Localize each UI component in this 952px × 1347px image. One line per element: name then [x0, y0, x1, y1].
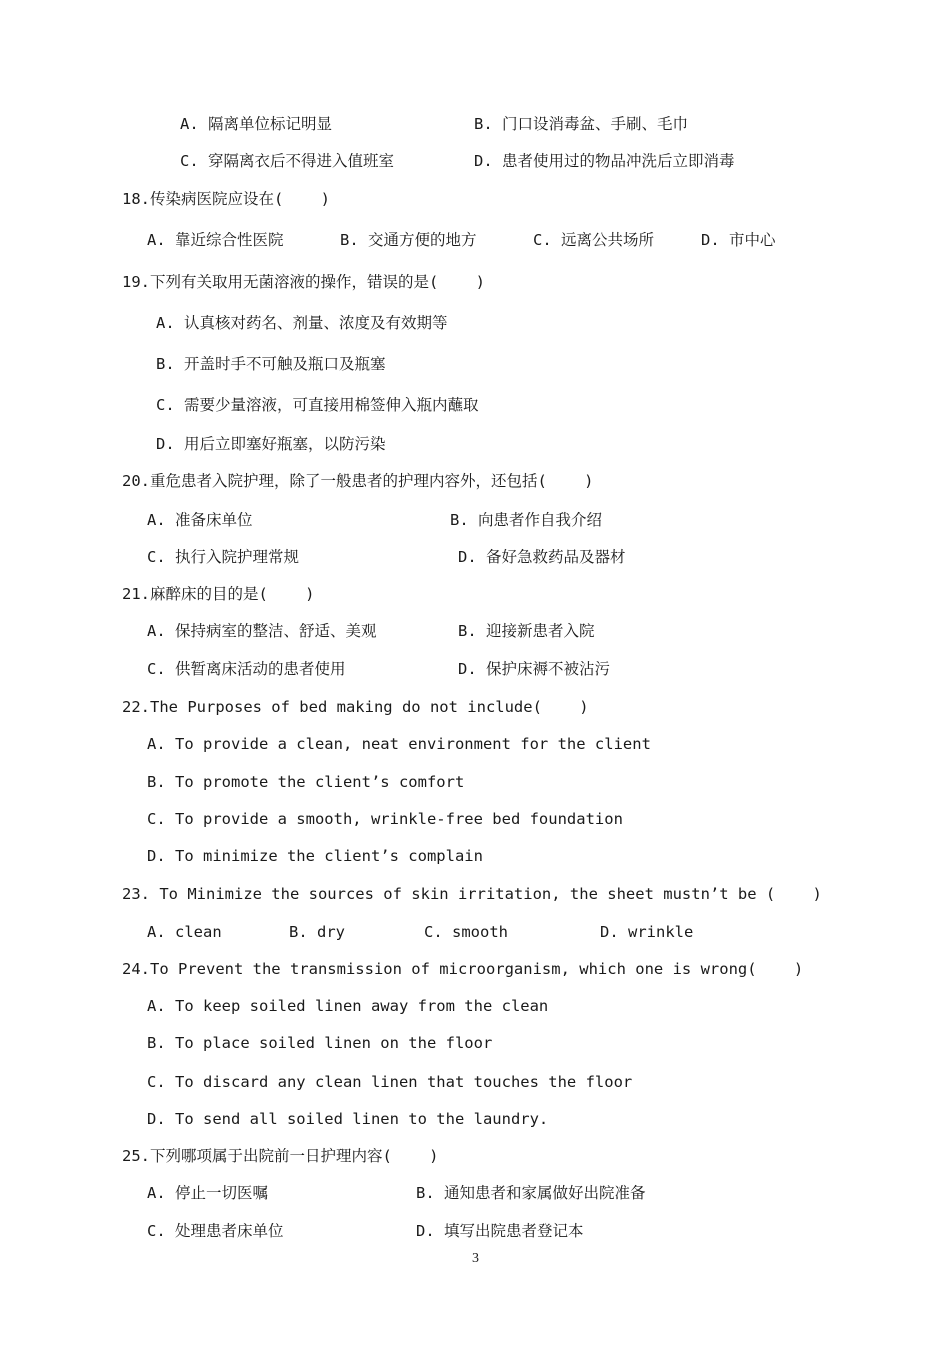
q20-option-d: D. 备好急救药品及器材	[458, 548, 626, 566]
q21-option-b: B. 迎接新患者入院	[458, 622, 595, 640]
q24-option-a: A. To keep soiled linen away from the clean	[147, 997, 549, 1015]
q18-option-a: A. 靠近综合性医院	[147, 231, 284, 249]
q20-option-c: C. 执行入院护理常规	[147, 548, 299, 566]
q19-option-b: B. 开盖时手不可触及瓶口及瓶塞	[156, 355, 386, 373]
q21-option-a: A. 保持病室的整洁、舒适、美观	[147, 622, 377, 640]
q25-option-b: B. 通知患者和家属做好出院准备	[416, 1184, 646, 1202]
q24-option-b: B. To place soiled linen on the floor	[147, 1034, 493, 1052]
q18-stem: 18.传染病医院应设在( )	[122, 190, 330, 208]
q23-stem: 23. To Minimize the sources of skin irritation, the sheet mustn’t be ( )	[122, 885, 822, 903]
q25-option-d: D. 填写出院患者登记本	[416, 1222, 584, 1240]
q19-stem: 19.下列有关取用无菌溶液的操作，错误的是( )	[122, 273, 485, 291]
q22-option-b: B. To promote the client’s comfort	[147, 773, 465, 791]
q21-stem: 21.麻醉床的目的是( )	[122, 585, 315, 603]
q22-option-d: D. To minimize the client’s complain	[147, 847, 483, 865]
q25-option-c: C. 处理患者床单位	[147, 1222, 284, 1240]
q20-stem: 20.重危患者入院护理，除了一般患者的护理内容外，还包括( )	[122, 472, 594, 490]
q19-option-d: D. 用后立即塞好瓶塞，以防污染	[156, 435, 386, 453]
q21-option-c: C. 供暂离床活动的患者使用	[147, 660, 346, 678]
q22-stem: 22.The Purposes of bed making do not include( )	[122, 698, 589, 716]
q24-stem: 24.To Prevent the transmission of microorganism, which one is wrong( )	[122, 960, 804, 978]
q17-option-a: A. 隔离单位标记明显	[180, 115, 332, 133]
q18-option-d: D. 市中心	[701, 231, 776, 249]
q18-option-c: C. 远离公共场所	[533, 231, 654, 249]
q19-option-c: C. 需要少量溶液，可直接用棉签伸入瓶内蘸取	[156, 396, 479, 414]
q22-option-a: A. To provide a clean, neat environment for the client	[147, 735, 651, 753]
q21-option-d: D. 保护床褥不被沾污	[458, 660, 610, 678]
q23-option-c: C. smooth	[424, 923, 508, 941]
q23-option-b: B. dry	[289, 923, 345, 941]
page-number: 3	[472, 1251, 479, 1266]
q25-stem: 25.下列哪项属于出院前一日护理内容( )	[122, 1147, 439, 1165]
q23-option-a: A. clean	[147, 923, 222, 941]
q25-option-a: A. 停止一切医嘱	[147, 1184, 268, 1202]
q22-option-c: C. To provide a smooth, wrinkle-free bed foundation	[147, 810, 623, 828]
q20-option-a: A. 准备床单位	[147, 511, 253, 529]
q18-option-b: B. 交通方便的地方	[340, 231, 477, 249]
q24-option-d: D. To send all soiled linen to the laundry.	[147, 1110, 549, 1128]
q19-option-a: A. 认真核对药名、剂量、浓度及有效期等	[156, 314, 448, 332]
q17-option-c: C. 穿隔离衣后不得进入值班室	[180, 152, 394, 170]
q24-option-c: C. To discard any clean linen that touches the floor	[147, 1073, 633, 1091]
q23-option-d: D. wrinkle	[600, 923, 694, 941]
q17-option-b: B. 门口设消毒盆、手刷、毛巾	[474, 115, 688, 133]
q20-option-b: B. 向患者作自我介绍	[450, 511, 602, 529]
q17-option-d: D. 患者使用过的物品冲洗后立即消毒	[474, 152, 735, 170]
